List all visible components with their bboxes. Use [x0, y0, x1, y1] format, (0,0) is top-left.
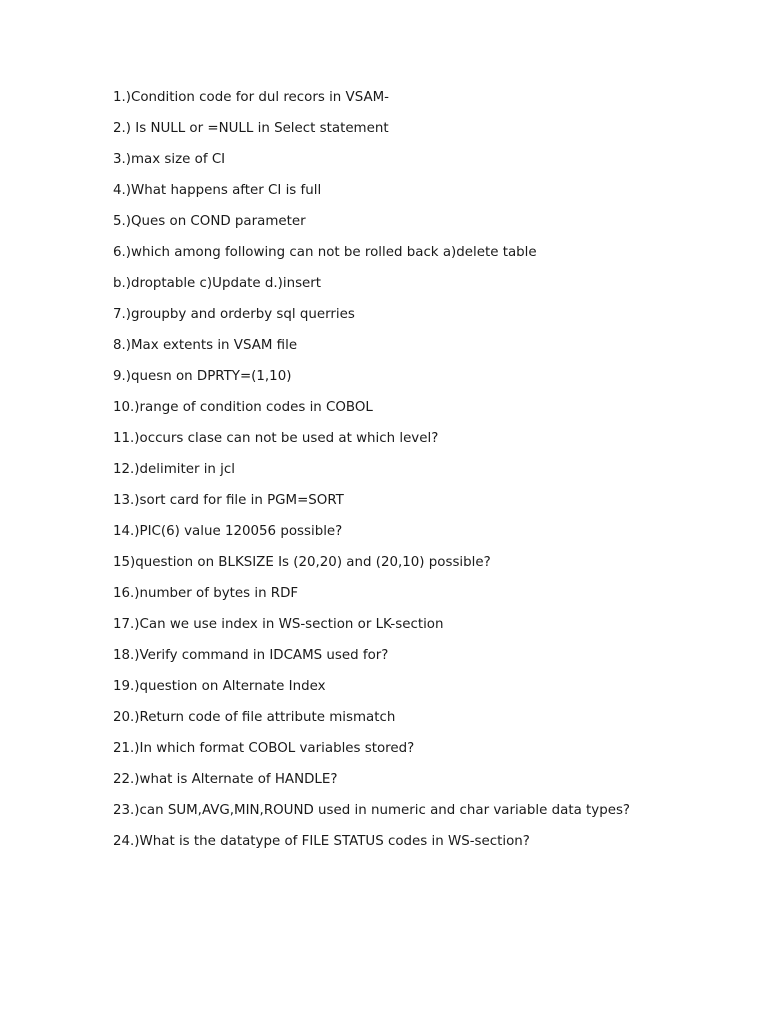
question-line: 7.)groupby and orderby sql querries [113, 307, 355, 322]
question-line: 8.)Max extents in VSAM file [113, 338, 298, 353]
question-list [113, 88, 630, 863]
question-line: 4.)What happens after CI is full [113, 183, 322, 198]
question-line: 15)question on BLKSIZE Is (20,20) and (20,10) possible? [113, 555, 491, 570]
question-line: 9.)quesn on DPRTY=(1,10) [113, 369, 292, 384]
question-line: 23.)can SUM,AVG,MIN,ROUND used in numeric and char variable data types? [113, 803, 631, 818]
question-line: 5.)Ques on COND parameter [113, 214, 306, 229]
question-line: 20.)Return code of file attribute mismatch [113, 710, 396, 725]
question-line: 17.)Can we use index in WS-section or LK-section [113, 617, 444, 632]
question-line: 10.)range of condition codes in COBOL [113, 400, 373, 415]
question-line: 24.)What is the datatype of FILE STATUS codes in WS-section? [113, 834, 530, 849]
question-line: 21.)In which format COBOL variables stored? [113, 741, 415, 756]
question-line: 14.)PIC(6) value 120056 possible? [113, 524, 343, 539]
question-line: 6.)which among following can not be rolled back a)delete table [113, 245, 537, 260]
question-line: 18.)Verify command in IDCAMS used for? [113, 648, 389, 663]
question-line-continuation: b.)droptable c)Update d.)insert [113, 276, 322, 291]
question-line: 3.)max size of CI [113, 152, 226, 167]
question-line: 19.)question on Alternate Index [113, 679, 326, 694]
question-line: 22.)what is Alternate of HANDLE? [113, 772, 338, 787]
question-line: 11.)occurs clase can not be used at which level? [113, 431, 439, 446]
question-line: 12.)delimiter in jcl [113, 462, 235, 477]
question-line: 1.)Condition code for dul recors in VSAM- [113, 90, 389, 105]
question-line: 2.) Is NULL or =NULL in Select statement [113, 121, 389, 136]
question-line: 13.)sort card for file in PGM=SORT [113, 493, 344, 508]
question-line: 16.)number of bytes in RDF [113, 586, 299, 601]
